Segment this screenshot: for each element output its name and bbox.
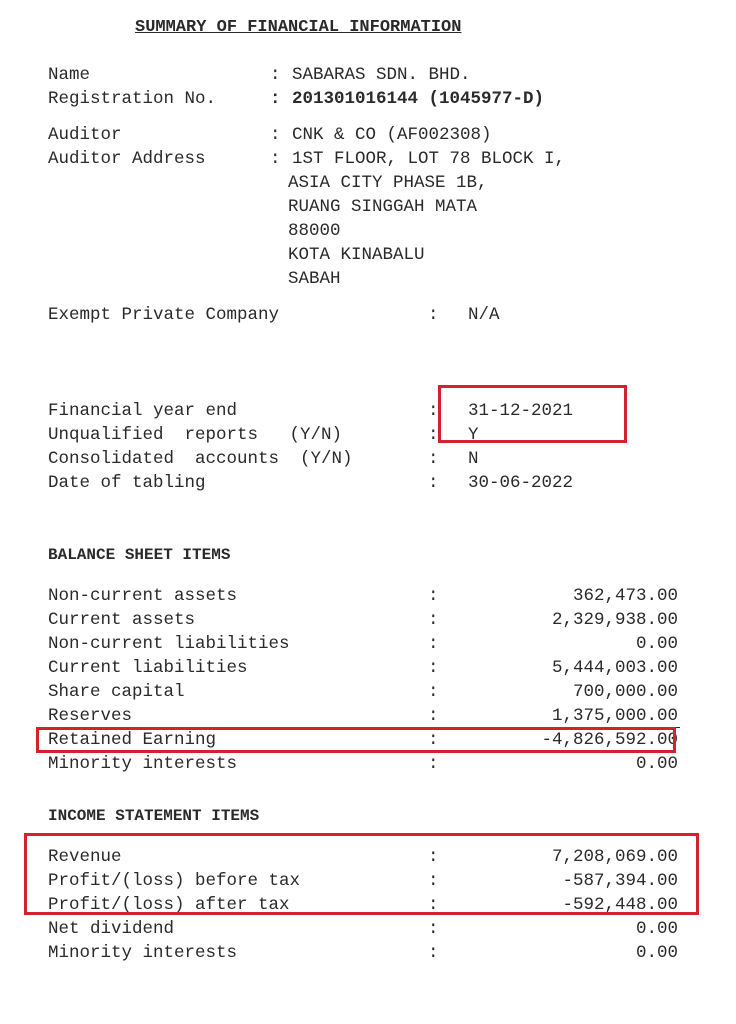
auditor-address-line: RUANG SINGGAH MATA xyxy=(288,197,478,217)
is-value: -592,448.00 xyxy=(562,895,678,915)
is-value: -587,394.00 xyxy=(562,871,678,891)
bs-value: 0.00 xyxy=(635,634,678,654)
bs-label: Reserves xyxy=(48,706,133,726)
highlight-box-retained-earning xyxy=(36,727,676,753)
is-value: 0.00 xyxy=(635,943,678,963)
highlight-box-income xyxy=(24,833,699,915)
auditor-address-line: SABAH xyxy=(288,269,341,289)
colon: : xyxy=(270,89,281,109)
bs-label: Minority interests xyxy=(48,754,238,774)
bs-value: 0.00 xyxy=(635,754,678,774)
balance-sheet-heading: BALANCE SHEET ITEMS xyxy=(48,546,231,564)
colon: : xyxy=(428,730,439,750)
bs-label: Non-current assets xyxy=(48,586,238,606)
colon: : xyxy=(270,125,281,145)
bs-value: 362,473.00 xyxy=(572,586,678,606)
colon: : xyxy=(428,425,439,445)
colon: : xyxy=(270,65,281,85)
highlight-box-fye xyxy=(438,385,627,443)
colon: : xyxy=(428,895,439,915)
colon: : xyxy=(428,847,439,867)
exempt-value: N/A xyxy=(468,305,500,325)
bs-value: -4,826,592.00 xyxy=(541,730,678,750)
document-title: SUMMARY OF FINANCIAL INFORMATION xyxy=(135,18,462,37)
colon: : xyxy=(428,610,439,630)
colon: : xyxy=(428,634,439,654)
auditor-address-line: ASIA CITY PHASE 1B, xyxy=(288,173,488,193)
auditor-label: Auditor xyxy=(48,125,122,145)
colon: : xyxy=(428,658,439,678)
is-label: Profit/(loss) before tax xyxy=(48,871,301,891)
auditor-address-label: Auditor Address xyxy=(48,149,206,169)
unqualified-label: Unqualified reports (Y/N) xyxy=(48,425,343,445)
bs-label: Current assets xyxy=(48,610,196,630)
colon: : xyxy=(270,149,281,169)
income-statement-heading: INCOME STATEMENT ITEMS xyxy=(48,807,260,825)
auditor-address-line: 1ST FLOOR, LOT 78 BLOCK I, xyxy=(292,149,566,169)
company-name: SABARAS SDN. BHD. xyxy=(292,65,471,85)
unqualified-value: Y xyxy=(468,425,479,445)
fye-value: 31-12-2021 xyxy=(468,401,574,421)
bs-label: Retained Earning xyxy=(48,730,217,750)
is-label: Profit/(loss) after tax xyxy=(48,895,290,915)
exempt-label: Exempt Private Company xyxy=(48,305,280,325)
name-label: Name xyxy=(48,65,91,85)
registration-label: Registration No. xyxy=(48,89,217,109)
colon: : xyxy=(428,401,439,421)
auditor-address-line: 88000 xyxy=(288,221,341,241)
bs-label: Non-current liabilities xyxy=(48,634,290,654)
is-value: 0.00 xyxy=(635,919,678,939)
colon: : xyxy=(428,586,439,606)
auditor-address-line: KOTA KINABALU xyxy=(288,245,425,265)
auditor-name: CNK & CO (AF002308) xyxy=(292,125,492,145)
is-label: Revenue xyxy=(48,847,122,867)
consolidated-label: Consolidated accounts (Y/N) xyxy=(48,449,353,469)
fye-label: Financial year end xyxy=(48,401,238,421)
colon: : xyxy=(428,305,439,325)
colon: : xyxy=(428,449,439,469)
bs-value: 2,329,938.00 xyxy=(551,610,678,630)
bs-value: 5,444,003.00 xyxy=(551,658,678,678)
colon: : xyxy=(428,682,439,702)
bs-value: 1,375,000.00 xyxy=(551,706,678,726)
colon: : xyxy=(428,919,439,939)
colon: : xyxy=(428,871,439,891)
bs-label: Current liabilities xyxy=(48,658,248,678)
bs-value: 700,000.00 xyxy=(572,682,678,702)
is-label: Minority interests xyxy=(48,943,238,963)
tabling-value: 30-06-2022 xyxy=(468,473,574,493)
bs-label: Share capital xyxy=(48,682,185,702)
consolidated-value: N xyxy=(468,449,479,469)
colon: : xyxy=(428,473,439,493)
colon: : xyxy=(428,706,439,726)
colon: : xyxy=(428,943,439,963)
colon: : xyxy=(428,754,439,774)
registration-number: 201301016144 (1045977-D) xyxy=(292,89,545,109)
tabling-label: Date of tabling xyxy=(48,473,206,493)
is-value: 7,208,069.00 xyxy=(551,847,678,867)
is-label: Net dividend xyxy=(48,919,175,939)
